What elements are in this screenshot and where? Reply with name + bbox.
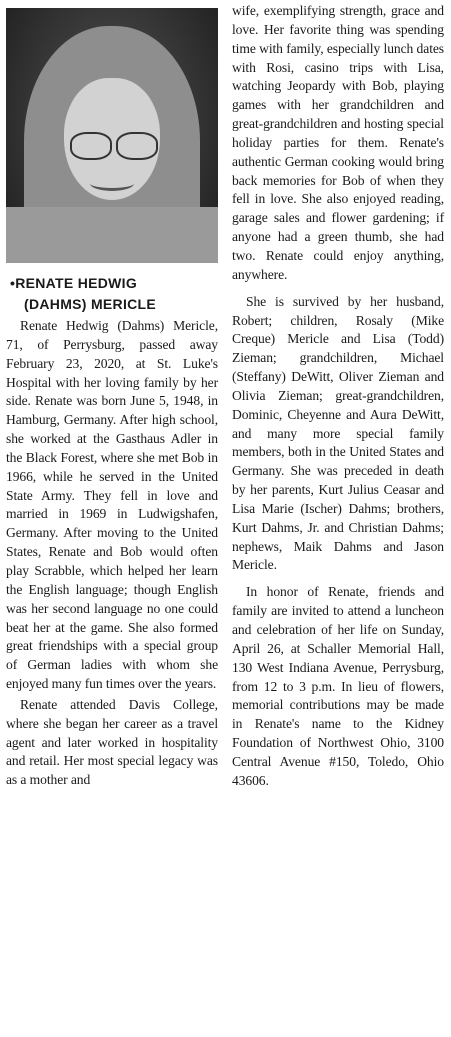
name-line-2: (DAHMS) MERICLE [24, 296, 157, 312]
paragraph-services: In honor of Renate, friends and family are invited to attend a luncheon and celebration of her life on Sunday, April 26, at Schaller Memorial Hall, 130 West Indiana Avenue, Perrysburg, from 12 to 3 p.m. In lieu of flowers, memorial contributions may be made in Renate's name to the Kidney Foundation of Northwest Ohio, 3100 Central Avenue #150, Toledo, Ohio 43606. [232, 584, 444, 788]
obituary-name-heading [10, 273, 218, 315]
paragraph-survivors: She is survived by her husband, Robert; children, Rosaly (Mike Creque) Mericle and Lisa (Todd) Zieman; grandchildren, Michael (Steffany) DeWitt, Oliver Zieman and Olivia Zieman; great-grandchildren, Dominic, Cheyenne and Aura DeWitt, and many more special family members, both in the United States and Germany. She was preceded in death by her parents, Kurt Julius Ceasar and Lisa Marie (Ischer) Dahms; brothers, Kurt Dahms, Jr. and Christian Dahms; nephews, Maik Dahms and Jason Mericle. [232, 293, 444, 573]
left-column [6, 0, 218, 790]
paragraph-career-continued: wife, exemplifying strength, grace and love. Her favorite thing was spending time with family, especially lunch dates with Rosi, casino trips with Lisa, watching Jeopardy with Bob, playing games with her grandchildren and great-grandchildren and hosting special holiday parties for them. Renate's authentic German cooking would bring back memories for Bob of when they fell in love. She also enjoyed reading, garage sales and flower gardening; if anyone had a green thumb, she had two. Renate could enjoy anything, anywhere. [232, 3, 444, 282]
portrait-photo [6, 8, 218, 263]
name-line-1: •RENATE HEDWIG [10, 275, 138, 291]
paragraph-biography: Renate Hedwig (Dahms) Mericle, 71, of Perrysburg, passed away February 23, 2020, at St. Luke's Hospital with her loving family by her side. Renate was born June 5, 1948, in Hamburg, Germany. After high school, she worked at the Gasthaus Adler in the Black Forest, where she met Bob in 1966, while he served in the United State Army. They fell in love and married in 1969 in Ludwigshafen, Germany. After moving to the United States, Renate and Bob would often play Scrabble, which helped her learn the English language; though English was her second language no one could beat her at the game. She also formed great friendships with a special group of German ladies with whom she enjoyed many fun times over the years. [6, 318, 218, 692]
paragraph-career: Renate attended Davis College, where she began her career as a travel agent and later worked in hospitality and retail. Her most special legacy was as a mother and [6, 696, 218, 788]
right-column [232, 0, 444, 791]
